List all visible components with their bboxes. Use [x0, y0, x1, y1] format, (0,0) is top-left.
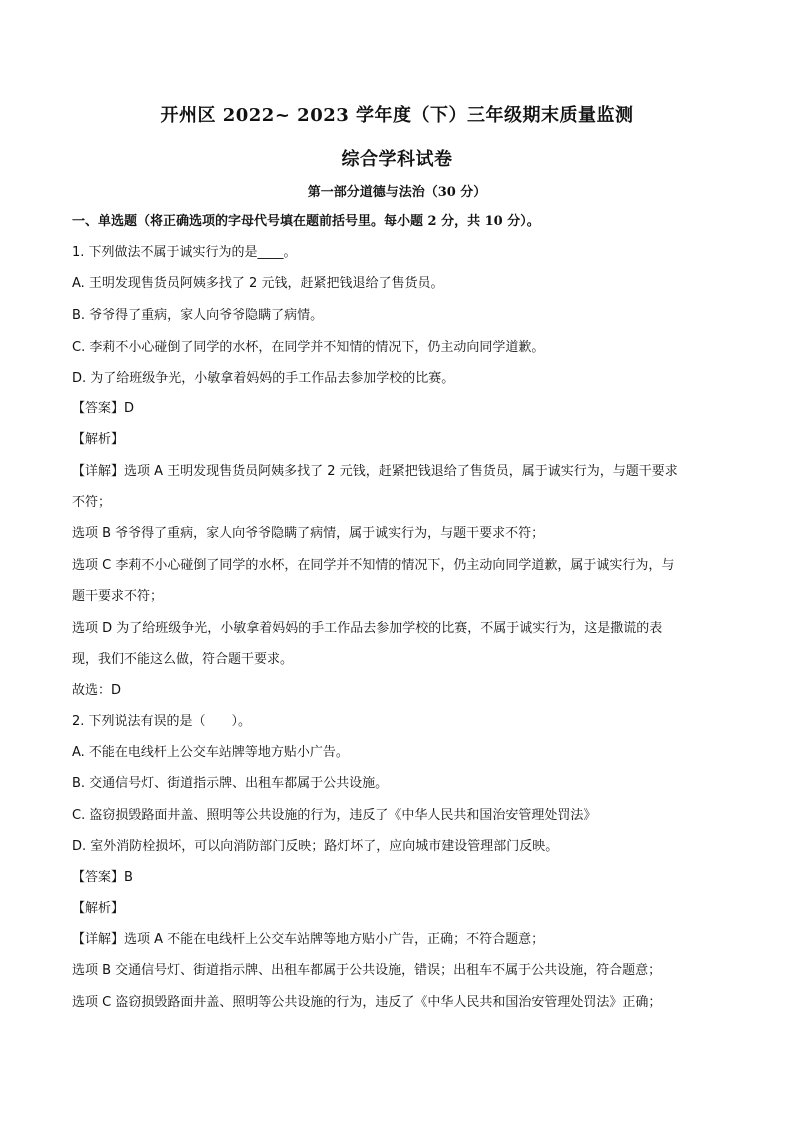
q1-option-d: D. 为了给班级争光，小敏拿着妈妈的手工作品去参加学校的比赛。	[72, 371, 455, 386]
q1-option-b: B. 爷爷得了重病，家人向爷爷隐瞒了病情。	[72, 308, 324, 323]
q1-detail-line: 【详解】选项 A 王明发现售货员阿姨多找了 2 元钱，赶紧把钱退给了售货员，属于诚实行为，与题干要求	[72, 464, 678, 479]
q2-analysis-label: 【解析】	[72, 901, 125, 916]
part-heading: 第一部分道德与法治（30 分）	[307, 185, 487, 200]
q2-detail-line: 【详解】选项 A 不能在电线杆上公交车站牌等地方贴小广告，正确；不符合题意；	[72, 932, 545, 947]
q1-detail-line: 不符；	[72, 495, 112, 510]
q1-option-c: C. 李莉不小心碰倒了同学的水杯，在同学并不知情的情况下，仍主动向同学道歉。	[72, 340, 545, 355]
exam-title: 开州区 2022~ 2023 学年度（下）三年级期末质量监测	[160, 105, 634, 126]
q1-detail-line: 选项 D 为了给班级争光，小敏拿着妈妈的手工作品去参加学校的比赛，不属于诚实行为，这是撒谎的表	[72, 621, 663, 636]
q1-answer: 【答案】D	[72, 401, 135, 416]
q1-detail-line: 选项 B 爷爷得了重病，家人向爷爷隐瞒了病情，属于诚实行为，与题干要求不符；	[72, 526, 545, 541]
q1-stem: 1. 下列做法不属于诚实行为的是____。	[72, 245, 297, 260]
q2-detail-line: 选项 B 交通信号灯、街道指示牌、出租车都属于公共设施，错误；出租车不属于公共设施，符合题意；	[72, 963, 662, 978]
q2-answer: 【答案】B	[72, 870, 133, 885]
q2-option-b: B. 交通信号灯、街道指示牌、出租车都属于公共设施。	[72, 776, 389, 791]
q1-detail-line: 选项 C 李莉不小心碰倒了同学的水杯，在同学并不知情的情况下，仍主动向同学道歉，属于诚实行为，与	[72, 558, 675, 573]
q2-detail-line: 选项 C 盗窃损毁路面井盖、照明等公共设施的行为，违反了《中华人民共和国治安管理处罚法》正确；	[72, 995, 662, 1010]
exam-subtitle: 综合学科试卷	[341, 149, 453, 170]
q1-option-a: A. 王明发现售货员阿姨多找了 2 元钱，赶紧把钱退给了售货员。	[72, 276, 444, 291]
q1-detail-line: 现，我们不能这么做，符合题干要求。	[72, 652, 294, 667]
section-heading: 一、单选题（将正确选项的字母代号填在题前括号里。每小题 2 分，共 10 分）。	[72, 214, 540, 229]
q2-option-d: D. 室外消防栓损坏，可以向消防部门反映；路灯坏了，应向城市建设管理部门反映。	[72, 839, 559, 854]
q2-option-c: C. 盗窃损毁路面井盖、照明等公共设施的行为，违反了《中华人民共和国治安管理处罚法》	[72, 808, 597, 823]
q1-analysis-label: 【解析】	[72, 432, 125, 447]
q1-detail-line: 题干要求不符；	[72, 589, 164, 604]
q2-option-a: A. 不能在电线杆上公交车站牌等地方贴小广告。	[72, 745, 349, 760]
q2-stem: 2. 下列说法有误的是（ ）。	[72, 714, 252, 729]
q1-conclusion: 故选：D	[72, 683, 122, 698]
